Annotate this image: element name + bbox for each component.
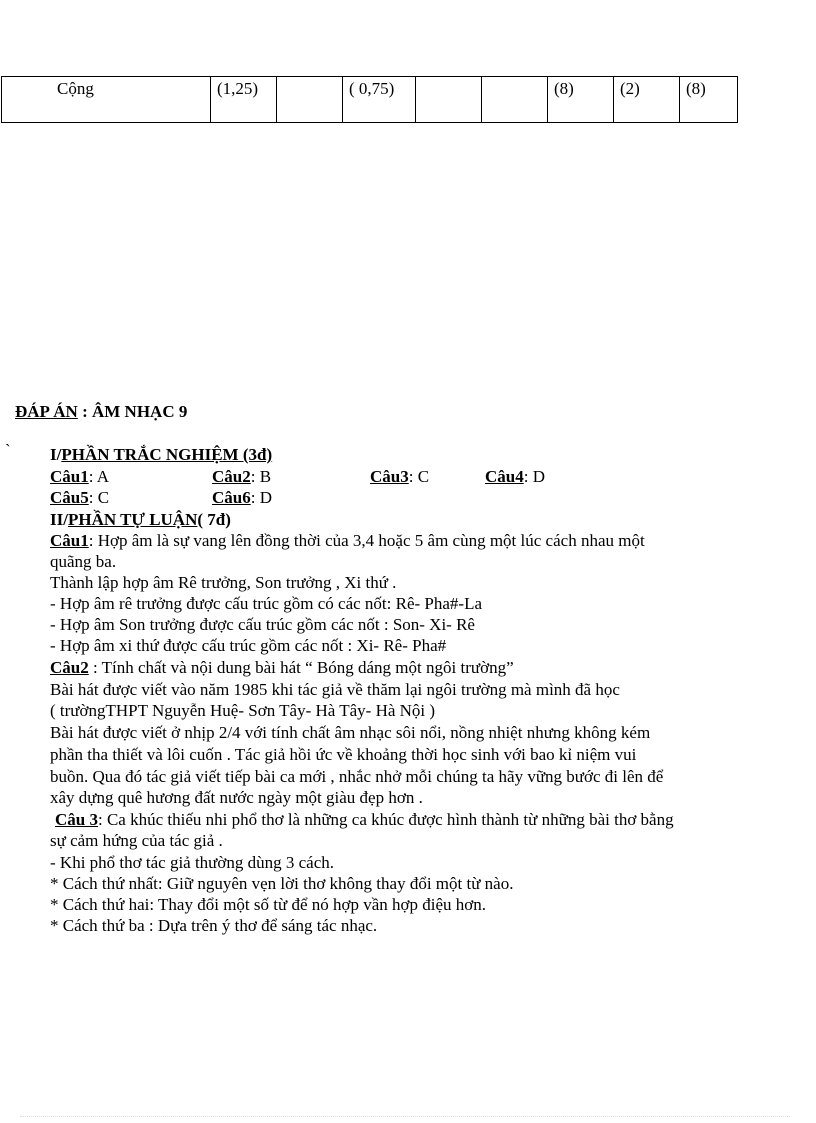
q3-line: sự cảm hứng của tác giả .: [50, 831, 223, 850]
part1-label: PHẦN TRẮC NGHIỆM (3đ): [61, 445, 273, 464]
answer-item: Câu3: C: [370, 467, 430, 486]
table-cell: [482, 77, 548, 123]
answer-item: Câu4: D: [485, 467, 545, 486]
table-cell: (8): [680, 77, 738, 123]
q2-line: ( trườngTHPT Nguyễn Huệ- Sơn Tây- Hà Tây- Hà Nội ): [50, 701, 436, 720]
part1-heading: [50, 444, 272, 465]
q2-line: Bài hát được viết ở nhịp 2/4 với tính chất âm nhạc sôi nổi, nồng nhiệt nhưng không kém: [50, 723, 651, 742]
q1-line: - Hợp âm Son trưởng được cấu trúc gồm các nốt : Son- Xi- Rê: [50, 615, 475, 634]
q2-line: Câu2 : Tính chất và nội dung bài hát “ Bóng dáng một ngôi trường”: [50, 658, 514, 677]
q2-line: xây dựng quê hương đất nước ngày một giàu đẹp hơn .: [50, 788, 423, 807]
table-cell-total-label: Cộng: [2, 77, 211, 123]
page-title: [15, 401, 187, 422]
table-cell: (8): [548, 77, 614, 123]
stray-backtick: `: [5, 441, 11, 460]
q3-line: * Cách thứ ba : Dựa trên ý thơ để sáng tác nhạc.: [50, 916, 378, 935]
q1-line: - Hợp âm xi thứ được cấu trúc gồm các nốt : Xi- Rê- Pha#: [50, 636, 447, 655]
answer-item: Câu6: D: [212, 488, 272, 507]
table-cell: [416, 77, 482, 123]
answer-item: Câu1: A: [50, 467, 110, 486]
q3-line: * Cách thứ hai: Thay đổi một số từ để nó hợp vần hợp điệu hơn.: [50, 895, 487, 914]
q1-line: - Hợp âm rê trưởng được cấu trúc gồm có các nốt: Rê- Pha#-La: [50, 594, 482, 613]
part1-prefix: I/: [50, 445, 62, 464]
answer-item: Câu2: B: [212, 467, 272, 486]
part2-prefix: II/: [50, 510, 68, 529]
part2-heading: [50, 509, 231, 530]
q3-label: Câu 3: [55, 810, 98, 829]
q3-line: - Khi phổ thơ tác giả thường dùng 3 cách.: [50, 853, 335, 872]
part2-suffix: ( 7đ): [197, 510, 231, 529]
q1-line: Câu1: Hợp âm là sự vang lên đồng thời của 3,4 hoặc 5 âm cùng một lúc cách nhau một: [50, 531, 645, 550]
score-table: [1, 76, 738, 123]
q2-line: buồn. Qua đó tác giả viết tiếp bài ca mới , nhắc nhở mỗi chúng ta hãy vững bước đi lên để: [50, 767, 664, 786]
table-cell: (2): [614, 77, 680, 123]
table-cell: (1,25): [211, 77, 277, 123]
title-label: ĐÁP ÁN: [15, 402, 78, 421]
table-row: [2, 77, 738, 123]
q1-line: quãng ba.: [50, 552, 117, 571]
footer-divider: [20, 1116, 790, 1117]
q2-label: Câu2: [50, 658, 89, 677]
q2-line: Bài hát được viết vào năm 1985 khi tác giả về thăm lại ngôi trường mà mình đã học: [50, 680, 620, 699]
q2-line: phần tha thiết và lôi cuốn . Tác giả hồi ức về khoảng thời học sinh với bao kỉ niệm vui: [50, 745, 637, 764]
q1-label: Câu1: [50, 531, 89, 550]
q3-line: * Cách thứ nhất: Giữ nguyên vẹn lời thơ không thay đổi một từ nào.: [50, 874, 514, 893]
part2-label: PHẦN TỰ LUẬN: [67, 510, 198, 529]
answer-item: Câu5: C: [50, 488, 110, 507]
title-rest: : ÂM NHẠC 9: [77, 402, 188, 421]
table-cell: ( 0,75): [343, 77, 416, 123]
q1-line: Thành lập hợp âm Rê trưởng, Son trưởng , Xi thứ .: [50, 573, 397, 592]
q3-line: Câu 3: Ca khúc thiếu nhi phổ thơ là những ca khúc được hình thành từ những bài thơ bằng: [55, 810, 674, 829]
table-cell: [277, 77, 343, 123]
